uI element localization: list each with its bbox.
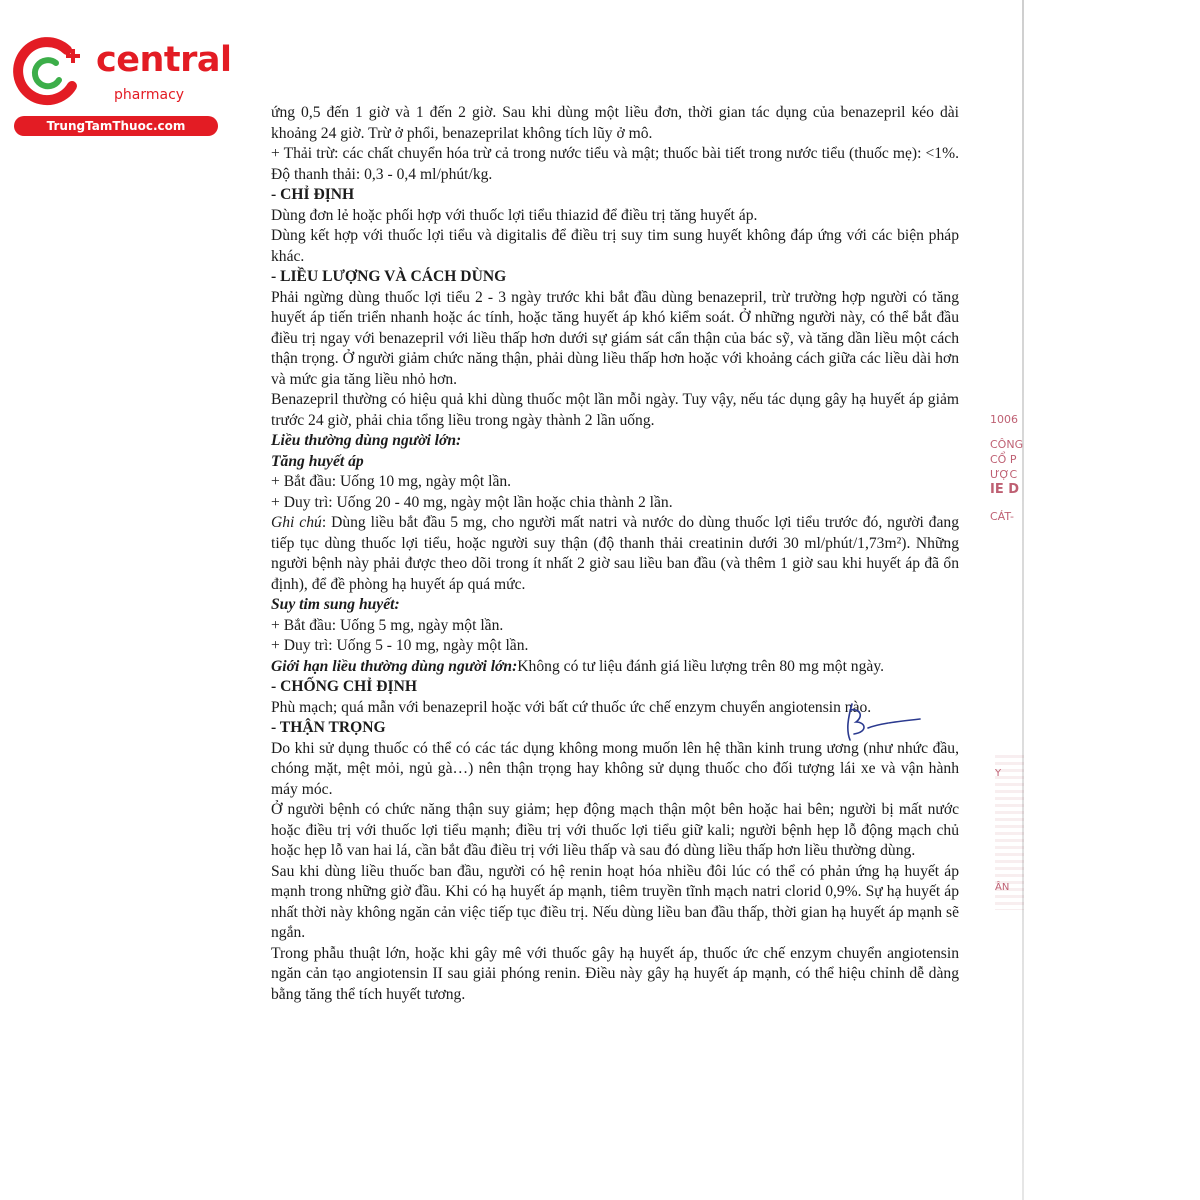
paragraph: Do khi sử dụng thuốc có thể có các tác dụng không mong muốn lên hệ thần kinh trung ương (như nhức đầu, chóng mặt, mệt mỏi, ngủ gà…) nên thận trọng hay không sử dụng thuốc cho đối tượng lái xe và vận hành máy móc. <box>271 739 959 798</box>
stamp-text: IE D <box>990 482 1020 497</box>
paragraph: Dùng kết hợp với thuốc lợi tiểu và digitalis để điều trị suy tim sung huyết không đáp ứng với các biện pháp khác. <box>271 227 959 265</box>
company-stamp <box>990 412 1024 582</box>
logo-wordmark: central <box>96 40 232 80</box>
stamp-text: ÂN <box>995 882 1010 893</box>
paragraph: Ở người bệnh có chức năng thận suy giảm; hẹp động mạch thận một bên hoặc hai bên; người bị mất nước hoặc điều trị với thuốc lợi tiểu mạnh; điều trị với thuốc lợi tiểu giữ kali; người bệnh hẹp lỗ động mạch chủ hoặc hẹp lỗ van hai lá, cần bắt đầu điều trị với liều thấp và sau đó dùng liều thấp hơn liều thường dùng. <box>271 801 959 859</box>
limit-paragraph <box>271 657 959 678</box>
paragraph: Benazepril thường có hiệu quả khi dùng thuốc một lần mỗi ngày. Tuy vậy, nếu tác dụng gây hạ huyết áp giảm trước 24 giờ, phải chia tổng liều trong ngày thành 2 lần uống. <box>271 391 959 429</box>
note-label: Ghi chú <box>271 514 322 531</box>
note-text: : Dùng liều bắt đầu 5 mg, cho người mất natri và nước do dùng thuốc lợi tiểu trước đó, người đang tiếp tục dùng thuốc lợi tiểu, hoặc người suy thận (độ thanh thải creatinin dưới 30 ml/phút/1,73m²). Những người bệnh này phải được theo dõi trong ít nhất 2 giờ sau liều ban đầu (và thêm 1 giờ sau khi huyết áp đã ổn định), để đề phòng hạ huyết áp quá mức. <box>271 514 959 593</box>
paragraph: Trong phẫu thuật lớn, hoặc khi gây mê với thuốc gây hạ huyết áp, thuốc ức chế enzym chuyển angiotensin ngăn cản tạo angiotensin II sau giải phóng renin. Điều này gây hạ huyết áp mạnh, có thể hiệu chỉnh dễ dàng bằng tăng thể tích huyết tương. <box>271 944 959 1003</box>
logo-website[interactable]: TrungTamThuoc.com <box>14 116 218 136</box>
limit-label: Giới hạn liều thường dùng người lớn: <box>271 657 518 675</box>
limit-text: Không có tư liệu đánh giá liều lượng trên 80 mg một ngày. <box>517 657 885 675</box>
section-heading-chi-dinh: - CHỈ ĐỊNH <box>271 186 355 203</box>
subheading: Suy tim sung huyết: <box>271 596 400 613</box>
dose-line: + Bắt đầu: Uống 10 mg, ngày một lần. <box>271 473 512 490</box>
central-pharmacy-logo[interactable] <box>10 34 232 136</box>
paragraph: Phù mạch; quá mẫn với benazepril hoặc với bất cứ thuốc ức chế enzym chuyển angiotensin nào. <box>271 698 872 716</box>
logo-subtitle: pharmacy <box>114 87 185 103</box>
paragraph: Sau khi dùng liều thuốc ban đầu, người có hệ renin hoạt hóa nhiều đôi lúc có thể có phản ứng hạ huyết áp mạnh trong những giờ đầu. Khi có hạ huyết áp mạnh, tiêm truyền tĩnh mạch natri clorid 0,9%. Sự hạ huyết áp nhất thời này không ngăn cản việc tiếp tục điều trị. Nếu dùng liều ban đầu thấp, thời gian hạ huyết áp mạnh sẽ ngắn. <box>271 862 959 941</box>
note-paragraph <box>271 513 959 595</box>
stamp-text: ƯỢC <box>990 468 1018 481</box>
section-heading-lieu-luong: - LIỀU LƯỢNG VÀ CÁCH DÙNG <box>271 268 507 285</box>
signature-icon <box>838 700 928 750</box>
dose-line: + Bắt đầu: Uống 5 mg, ngày một lần. <box>271 616 504 634</box>
paragraph: ứng 0,5 đến 1 giờ và 1 đến 2 giờ. Sau khi dùng một liều đơn, thời gian tác dụng của benazepril kéo dài khoảng 24 giờ. Trừ ở phổi, benazeprilat không tích lũy ở mô. <box>271 104 959 142</box>
dose-line: + Duy trì: Uống 20 - 40 mg, ngày một lần hoặc chia thành 2 lần. <box>271 493 673 511</box>
stamp-text: Y <box>995 768 1002 779</box>
section-heading-than-trong: - THẬN TRỌNG <box>271 719 386 736</box>
central-logo-icon <box>10 36 84 110</box>
subheading: Liều thường dùng người lớn: <box>271 432 462 449</box>
section-heading-chong-chi-dinh: - CHỐNG CHỈ ĐỊNH <box>271 678 417 695</box>
subheading: Tăng huyết áp <box>271 452 364 470</box>
approval-stamp <box>995 755 1024 910</box>
stamp-text: 1006 <box>990 413 1018 426</box>
paragraph: Dùng đơn lẻ hoặc phối hợp với thuốc lợi tiểu thiazid để điều trị tăng huyết áp. <box>271 206 758 224</box>
stamp-text: CỔ P <box>990 453 1017 466</box>
paragraph: Phải ngừng dùng thuốc lợi tiểu 2 - 3 ngày trước khi bắt đầu dùng benazepril, trừ trường hợp người có tăng huyết áp tiến triển nhanh hoặc ác tính, hoặc tăng huyết áp khó kiểm soát. Ở những người này, có thể bắt đầu điều trị ngay với benazepril với liều thấp hơn dưới sự giám sát cẩn thận của bác sỹ, và tăng dần liều một cách thận trọng. Ở người giảm chức năng thận, phải dùng liều thấp hơn hoặc với khoảng cách giữa các liều dài hơn và mức gia tăng liều nhỏ hơn. <box>271 288 959 388</box>
scan-edge <box>1022 0 1024 1200</box>
dose-line: + Duy trì: Uống 5 - 10 mg, ngày một lần. <box>271 637 529 654</box>
document-body <box>271 103 959 1005</box>
paragraph: + Thải trừ: các chất chuyển hóa trừ cả trong nước tiểu và mật; thuốc bài tiết trong nước tiểu (thuốc mẹ): <1%. Độ thanh thải: 0,3 - 0,4 ml/phút/kg. <box>271 145 959 183</box>
stamp-text: CÔNG <box>990 438 1024 451</box>
stamp-text: CÁT- <box>990 510 1015 523</box>
